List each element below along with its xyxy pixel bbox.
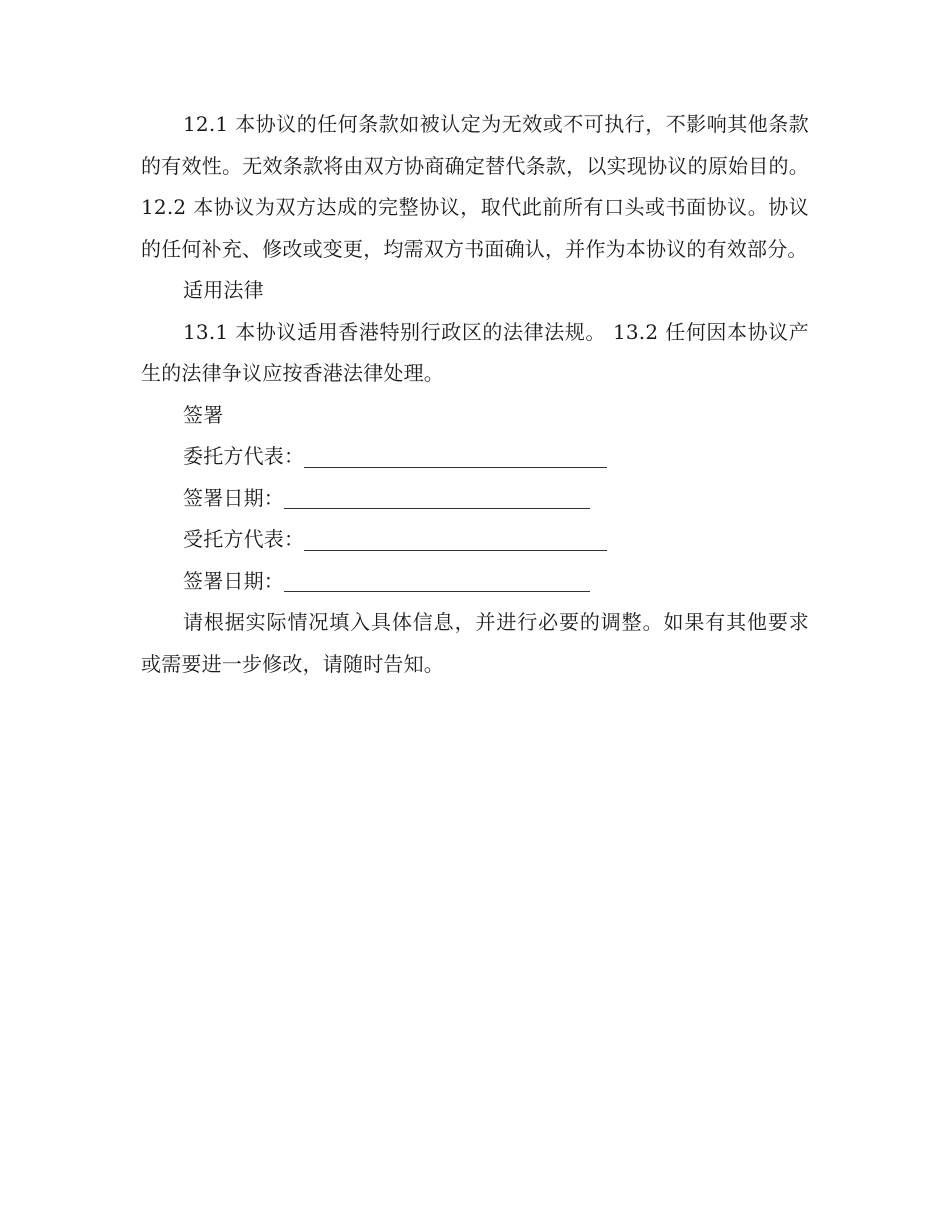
agent-representative-blank [304,550,607,551]
agent-date-blank [284,591,590,592]
closing-note-paragraph: 请根据实际情况填入具体信息，并进行必要的调整。如果有其他要求或需要进一步修改，请随时告知。 [141,610,809,676]
clause-13-paragraph: 13.1 本协议适用香港特别行政区的法律法规。 13.2 任何因本协议产生的法律争议应按香港法律处理。 [141,319,809,385]
principal-date-label: 签署日期： [183,485,284,510]
principal-date-blank [284,508,590,509]
principal-representative-row [141,436,809,478]
principal-date-row [141,478,809,520]
agent-date-label: 签署日期： [183,568,284,593]
agent-representative-row [141,519,809,561]
document-body [141,104,809,685]
principal-representative-label: 委托方代表： [183,444,305,468]
agent-date-row [141,561,809,603]
principal-representative-blank [304,467,607,468]
governing-law-heading: 适用法律 [183,278,264,302]
clause-12-paragraph: 12.1 本协议的任何条款如被认定为无效或不可执行，不影响其他条款的有效性。无效条款将由双方协商确定替代条款，以实现协议的原始目的。 12.2 本协议为双方达成的完整协议，取代此前所有口头或书面协议。协议的任何补充、修改或变更，均需双方书面确认，并作为本协议的有效部分。 [141,112,809,261]
agent-representative-label: 受托方代表： [183,527,305,551]
signature-heading: 签署 [183,402,224,427]
